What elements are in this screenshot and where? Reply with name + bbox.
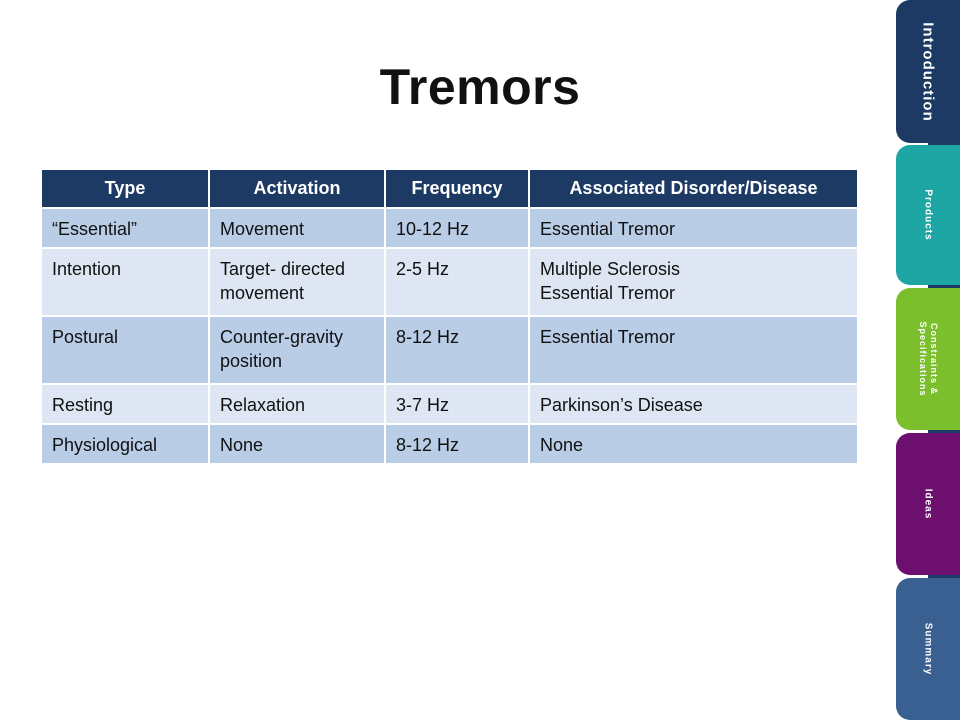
- header-frequency: Frequency: [385, 169, 529, 208]
- nav-tab-products-label: Products: [922, 189, 934, 241]
- cell-frequency: 8-12 Hz: [385, 424, 529, 464]
- table-header-row: [41, 169, 858, 208]
- header-associated-disorder: Associated Disorder/Disease: [529, 169, 858, 208]
- nav-tab-summary-label: Summary: [922, 622, 934, 676]
- cell-disorder: Parkinson’s Disease: [529, 384, 858, 424]
- cell-type: Intention: [41, 248, 209, 316]
- cell-activation: Relaxation: [209, 384, 385, 424]
- cell-frequency: 8-12 Hz: [385, 316, 529, 384]
- cell-frequency: 2-5 Hz: [385, 248, 529, 316]
- cell-disorder: Essential Tremor: [529, 208, 858, 248]
- table-row: [41, 208, 858, 248]
- table-row: [41, 248, 858, 316]
- cell-activation: Counter-gravity position: [209, 316, 385, 384]
- nav-tab-introduction-label: Introduction: [919, 21, 937, 122]
- nav-tab-introduction[interactable]: [896, 0, 960, 143]
- slide-title: Tremors: [379, 59, 581, 115]
- table-row: [41, 384, 858, 424]
- nav-tab-ideas[interactable]: [896, 433, 960, 575]
- cell-disorder: None: [529, 424, 858, 464]
- nav-tab-ideas-label: Ideas: [922, 488, 934, 520]
- cell-frequency: 3-7 Hz: [385, 384, 529, 424]
- cell-activation: Target- directed movement: [209, 248, 385, 316]
- cell-frequency: 10-12 Hz: [385, 208, 529, 248]
- cell-type: Postural: [41, 316, 209, 384]
- table-row: [41, 316, 858, 384]
- nav-tab-products[interactable]: [896, 145, 960, 285]
- header-activation: Activation: [209, 169, 385, 208]
- cell-type: Physiological: [41, 424, 209, 464]
- cell-type: Resting: [41, 384, 209, 424]
- cell-activation: Movement: [209, 208, 385, 248]
- tremor-table: [40, 168, 859, 465]
- header-type: Type: [41, 169, 209, 208]
- cell-disorder: Essential Tremor: [529, 316, 858, 384]
- cell-type: “Essential”: [41, 208, 209, 248]
- nav-tab-constraints-label: Constraints & Specifications: [918, 321, 939, 397]
- nav-tab-constraints[interactable]: [896, 288, 960, 430]
- cell-disorder: Multiple Sclerosis Essential Tremor: [529, 248, 858, 316]
- table-row: [41, 424, 858, 464]
- cell-activation: None: [209, 424, 385, 464]
- nav-tab-summary[interactable]: [896, 578, 960, 720]
